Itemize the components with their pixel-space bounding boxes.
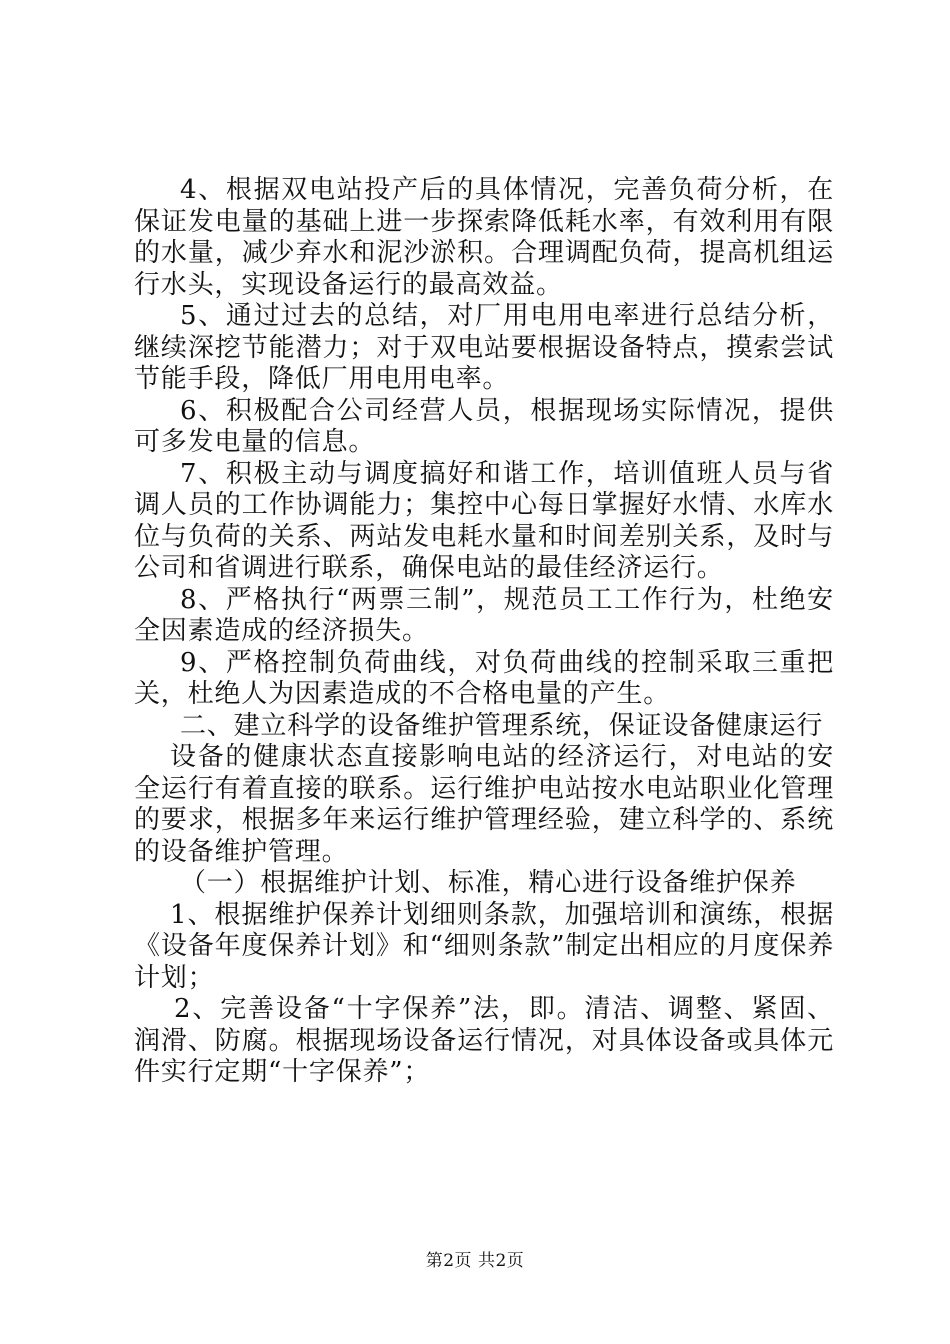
paragraph-item-7: 7、积极主动与调度搞好和谐工作，培训值班人员与省调人员的工作协调能力；集控中心每日掌握好水情、水库水位与负荷的关系、两站发电耗水量和时间差别关系，及时与公司和省调进行联系，确保电站的最佳经济运行。 — [134, 458, 834, 583]
paragraph-item-4: 4、根据双电站投产后的具体情况，完善负荷分析，在保证发电量的基础上进一步探索降低耗水率，有效利用有限的水量，减少弃水和泥沙淤积。合理调配负荷，提高机组运行水头，实现设备运行的最高效益。 — [134, 175, 834, 300]
page-footer: 第2页 共2页 — [425, 1251, 525, 1271]
paragraph-item-6: 6、积极配合公司经营人员，根据现场实际情况，提供可多发电量的信息。 — [134, 395, 834, 457]
paragraph-maintenance-1: 1、根据维护保养计划细则条款，加强培训和演练，根据《设备年度保养计划》和“细则条款”制定出相应的月度保养计划； — [134, 899, 834, 993]
paragraph-maintenance-2: 2、完善设备“十字保养”法，即。清洁、调整、紧固、润滑、防腐。根据现场设备运行情况，对具体设备或具体元件实行定期“十字保养”； — [134, 994, 834, 1087]
section-intro-paragraph: 设备的健康状态直接影响电站的经济运行，对电站的安全运行有着直接的联系。运行维护电站按水电站职业化管理的要求，根据多年来运行维护管理经验，建立科学的、系统的设备维护管理。 — [134, 742, 834, 867]
paragraph-item-5: 5、通过过去的总结，对厂用电用电率进行总结分析，继续深挖节能潜力；对于双电站要根据设备特点，摸索尝试节能手段，降低厂用电用电率。 — [134, 301, 834, 394]
paragraph-item-8: 8、严格执行“两票三制”，规范员工工作行为，杜绝安全因素造成的经济损失。 — [134, 584, 834, 646]
document-body — [134, 175, 834, 1089]
subsection-heading-1: （一）根据维护计划、标准，精心进行设备维护保养 — [180, 868, 797, 898]
section-heading-2: 二、建立科学的设备维护管理系统，保证设备健康运行 — [180, 710, 824, 741]
paragraph-item-9: 9、严格控制负荷曲线，对负荷曲线的控制采取三重把关，杜绝人为因素造成的不合格电量的产生。 — [134, 647, 834, 709]
